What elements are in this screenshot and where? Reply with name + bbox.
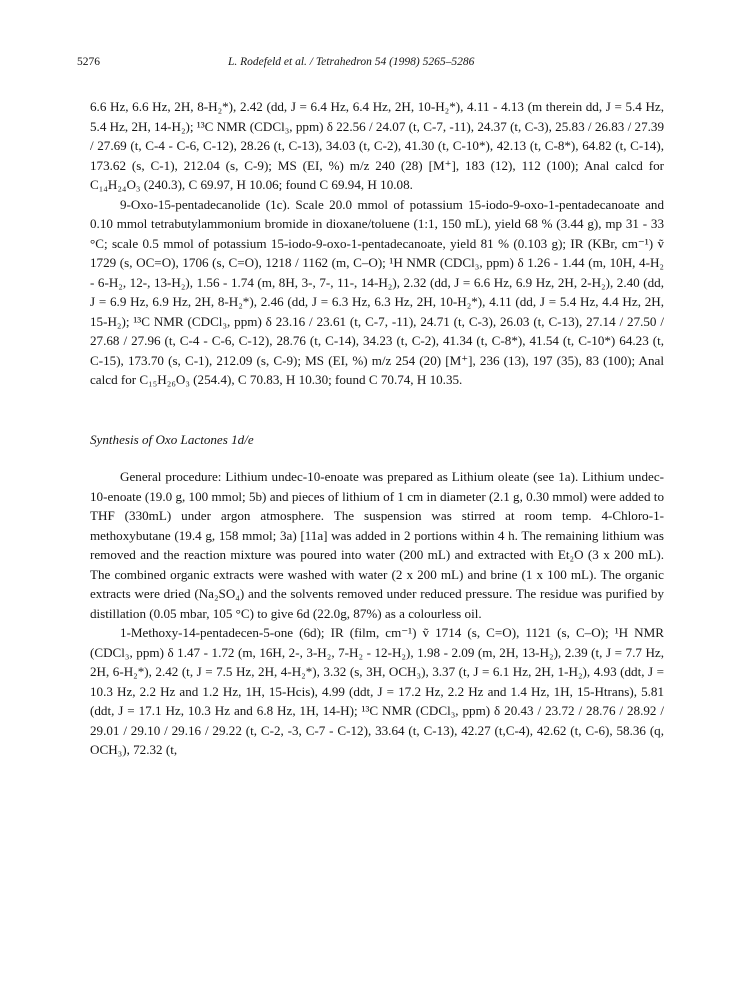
spacer bbox=[90, 449, 664, 467]
paragraph-compound-1c: 9-Oxo-15-pentadecanolide (1c). Scale 20.0 mmol of potassium 15-iodo-9-oxo-1-pentadecanoate and 0.10 mmol tetrabutylammonium bromide in dioxane/toluene (1:1, 150 mL), yield 68 % (3.44 g), mp 31 - 33 °C; scale 0.5 mmol of potassium 15-iodo-9-oxo-1-pentadecanoate, yield 81 % (0.103 g); IR (KBr, cm⁻¹) ṽ 1729 (s, OC=O), 1706 (s, C=O), 1218 / 1162 (m, C–O); ¹H NMR (CDCl₃, ppm) δ 1.26 - 1.44 (m, 10H, 4-H₂ - 6-H₂, 12-, 13-H₂), 1.56 - 1.74 (m, 8H, 3-, 7-, 11-, 14-H₂), 2.32 (dd, J = 6.6 Hz, 6.9 Hz, 2H, 2-H₂), 2.40 (dd, J = 6.9 Hz, 6.9 Hz, 2H, 8-H₂*), 2.46 (dd, J = 6.3 Hz, 6.3 Hz, 2H, 10-H₂*), 4.11 (dd, J = 5.4 Hz, 4.4 Hz, 2H, 15-H₂); ¹³C NMR (CDCl₃, ppm) δ 23.16 / 23.61 (t, C-7, -11), 24.71 (t, C-3), 26.03 (t, C-13), 27.14 / 27.50 / 27.68 / 27.96 (t, C-4 - C-6, C-12), 28.76 (t, C-14), 34.23 (t, C-2), 41.34 (t, C-8*), 41.54 (t, C-10*) 64.23 (t, C-15), 173.70 (s, C-1), 212.09 (s, C-9); MS (EI, %) m/z 254 (20) [M⁺], 236 (13), 197 (35), 83 (100); Anal calcd for C₁₅H₂₆O₃ (254.4), C 70.83, H 10.30; found C 70.74, H 10.35. bbox=[90, 196, 664, 387]
running-head: L. Rodefeld et al. / Tetrahedron 54 (1998) 5265–5286 bbox=[228, 56, 475, 68]
spacer bbox=[90, 390, 664, 430]
paragraph-compound-6d: 1-Methoxy-14-pentadecen-5-one (6d); IR (film, cm⁻¹) ṽ 1714 (s, C=O), 1121 (s, C–O); ¹H NMR (CDCl₃, ppm) δ 1.47 - 1.72 (m, 16H, 2-, 3-H₂, 7-H₂ - 12-H₂), 1.98 - 2.09 (m, 2H, 13-H₂), 2.39 (t, J = 7.7 Hz, 2H, 6-H₂*), 2.42 (t, J = 7.5 Hz, 2H, 4-H₂*), 3.32 (s, 3H, OCH₃), 3.37 (t, J = 6.1 Hz, 2H, 1-H₂), 4.93 (ddt, J = 10.3 Hz, 2.2 Hz and 1.2 Hz, 1H, 15-Hcis), 4.99 (ddt, J = 17.2 Hz, 2.2 Hz and 1.4 Hz, 1H, 15-Htrans), 5.81 (ddt, J = 17.1 Hz, 10.3 Hz and 6.8 Hz, 1H, 14-H); ¹³C NMR (CDCl₃, ppm) δ 20.43 / 23.72 / 28.76 / 28.92 / 29.01 / 29.10 / 29.16 / 29.22 (t, C-2, -3, C-7 - C-12), 33.64 (t, C-13), 42.27 (t,C-4), 42.62 (t, C-6), 58.36 (q, OCH₃), 72.32 (t, bbox=[90, 625, 664, 757]
section-heading: Synthesis of Oxo Lactones 1d/e bbox=[90, 431, 254, 447]
article-body bbox=[90, 97, 664, 760]
page-number: 5276 bbox=[77, 56, 100, 68]
paragraph-compound-1b-data: 6.6 Hz, 6.6 Hz, 2H, 8-H₂*), 2.42 (dd, J = 6.4 Hz, 6.4 Hz, 2H, 10-H₂*), 4.11 - 4.13 (m therein dd, J = 5.4 Hz, 5.4 Hz, 2H, 14-H₂); ¹³C NMR (CDCl₃, ppm) δ 22.56 / 24.07 (t, C-7, -11), 24.37 (t, C-3), 25.83 / 26.83 / 27.39 / 27.69 (t, C-4 - C-6, C-12), 28.26 (t, C-13), 34.03 (t, C-2), 41.30 (t, C-10*), 42.13 (t, C-8*), 64.82 (t, C-14), 173.62 (s, C-1), 212.04 (s, C-9); MS (EI, %) m/z 240 (28) [M⁺], 183 (12), 112 (100); Anal calcd for C₁₄H₂₄O₃ (240.3), C 69.97, H 10.06; found C 69.94, H 10.08. bbox=[90, 99, 664, 192]
paragraph-general-procedure: General procedure: Lithium undec-10-enoate was prepared as Lithium oleate (see 1a). Lithium undec-10-enoate (19.0 g, 100 mmol; 5b) and pieces of lithium of 1 cm in diameter (2.1 g, 0.30 mmol) were added to THF (330mL) under argon atmosphere. The suspension was stirred at room temp. 4-Chloro-1-methoxybutane (19.4 g, 158 mmol; 3a) [11a] was added in 2 portions within 4 h. The remaining lithium was removed and the reaction mixture was poured into water (200 mL) and extracted with Et₂O (3 x 200 mL). The combined organic extracts were washed with water (2 x 200 mL) and brine (1 x 100 mL). The organic extracts were dried (Na₂SO₄) and the solvents removed under reduced pressure. The residue was purified by distillation (0.05 mbar, 105 °C) to give 6d (22.0g, 87%) as a colourless oil. bbox=[90, 469, 664, 621]
